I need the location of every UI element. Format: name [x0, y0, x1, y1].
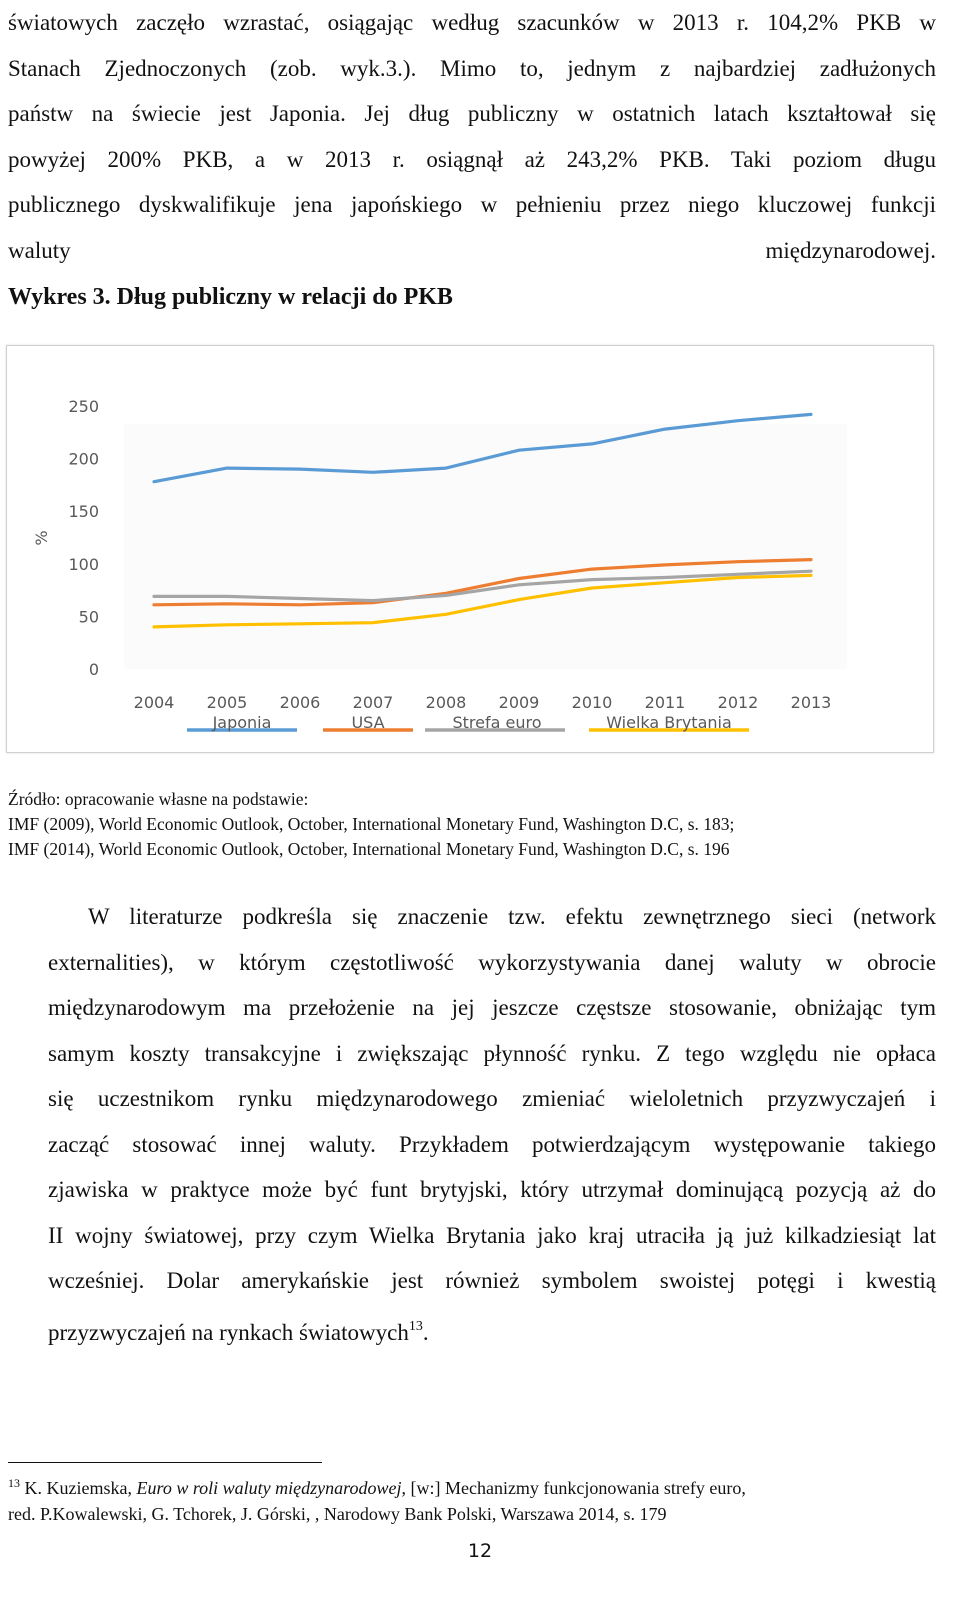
y-axis-label: %	[32, 530, 51, 546]
legend-label: USA	[351, 713, 385, 732]
paragraph-intro-line: Stanach Zjednoczonych (zob. wyk.3.). Mimo to, jednym z najbardziej zadłużonych	[8, 55, 936, 81]
legend-label: Wielka Brytania	[606, 713, 732, 732]
debt-chart	[6, 345, 934, 753]
paragraph-body-line: się uczestnikom rynku międzynarodowego zmieniać wieloletnich przyzwyczajeń i	[48, 1086, 936, 1111]
legend-label: Japonia	[212, 713, 272, 732]
paragraph-body-line: samym koszty transakcyjne i zwiększając płynność rynku. Z tego względu nie opłaca	[48, 1040, 936, 1066]
plot-area	[124, 424, 847, 669]
paragraph-body-line: II wojny światowej, przy czym Wielka Brytania jako kraj utraciła ją już kilkadziesiąt lat	[48, 1222, 936, 1248]
footnote-line-2: red. P.Kowalewski, G. Tchorek, J. Górski, , Narodowy Bank Polski, Warszawa 2014, s. 179	[8, 1504, 667, 1524]
x-tick-label: 2004	[133, 693, 175, 712]
x-tick-label: 2005	[206, 693, 248, 712]
paragraph-body-line: externalities), w którym częstotliwość wykorzystywania danej waluty w obrocie	[48, 949, 936, 975]
source-line: Źródło: opracowanie własne na podstawie:	[8, 789, 309, 809]
y-tick-label: 150	[68, 502, 99, 522]
x-tick-label: 2008	[425, 693, 467, 712]
x-tick-label: 2010	[571, 693, 613, 712]
paragraph-body-line: wcześniej. Dolar amerykańskie jest również symbolem swoistej potęgi i kwestią	[48, 1268, 936, 1293]
chart-source	[8, 787, 943, 862]
y-tick-label: 100	[68, 554, 99, 574]
y-tick-label: 200	[68, 449, 99, 469]
end-punctuation: .	[422, 1319, 429, 1345]
y-tick-label: 0	[88, 660, 99, 679]
x-tick-label: 2007	[352, 693, 394, 712]
footnote-reference[interactable]: 13	[408, 1318, 423, 1334]
page-number: 12	[467, 1540, 493, 1562]
footnote-rest: , [w:] Mechanizmy funkcjonowania strefy euro,	[401, 1478, 746, 1498]
footnote-author: K. Kuziemska,	[20, 1478, 137, 1498]
x-tick-label: 2013	[790, 693, 832, 712]
footnote-rule	[8, 1462, 322, 1463]
paragraph-intro-line: waluty międzynarodowej.	[8, 237, 936, 263]
x-tick-label: 2011	[644, 693, 686, 712]
y-tick-label: 250	[68, 397, 99, 416]
footnote	[8, 1470, 936, 1527]
x-tick-label: 2012	[717, 693, 759, 712]
source-line: IMF (2009), World Economic Outlook, October, International Monetary Fund, Washington D.C, s. 183;	[8, 814, 735, 834]
paragraph-body-last-line	[8, 1304, 936, 1356]
x-tick-label: 2006	[279, 693, 321, 712]
paragraph-intro	[8, 0, 936, 273]
chart-heading: Wykres 3. Dług publiczny w relacji do PKB	[8, 284, 453, 310]
source-line: IMF (2014), World Economic Outlook, October, International Monetary Fund, Washington D.C, s. 196	[8, 839, 730, 859]
chart-svg	[7, 346, 933, 752]
paragraph-body-line: W literaturze podkreśla się znaczenie tzw. efektu zewnętrznego sieci (network	[88, 904, 936, 929]
paragraph-intro-line: światowych zaczęło wzrastać, osiągając według szacunków w 2013 r. 104,2% PKB w	[8, 10, 936, 35]
paragraph-body-line: międzynarodowym ma przełożenie na jej jeszcze częstsze stosowanie, obniżając tym	[48, 995, 936, 1020]
legend-label: Strefa euro	[452, 713, 542, 732]
paragraph-intro-line: państw na świecie jest Japonia. Jej dług publiczny w ostatnich latach kształtował się	[8, 101, 936, 126]
x-tick-label: 2009	[498, 693, 540, 712]
y-tick-label: 50	[78, 607, 99, 627]
footnote-line-1	[8, 1470, 936, 1501]
paragraph-intro-line: powyżej 200% PKB, a w 2013 r. osiągnął aż 243,2% PKB. Taki poziom długu	[8, 146, 936, 172]
footnote-title: Euro w roli waluty międzynarodowej	[136, 1478, 402, 1498]
paragraph-intro-line: publicznego dyskwalifikuje jena japońskiego w pełnieniu przez niego kluczowej funkcji	[8, 192, 936, 217]
paragraph-body-last-text: przyzwyczajeń na rynkach światowych	[48, 1319, 409, 1345]
paragraph-body-line: zacząć stosować innej waluty. Przykładem potwierdzającym występowanie takiego	[48, 1131, 936, 1157]
footnote-number: 13	[8, 1476, 20, 1490]
paragraph-network-externalities	[8, 894, 936, 1355]
paragraph-body-line: zjawiska w praktyce może być funt brytyjski, który utrzymał dominującą pozycją aż do	[48, 1177, 936, 1202]
